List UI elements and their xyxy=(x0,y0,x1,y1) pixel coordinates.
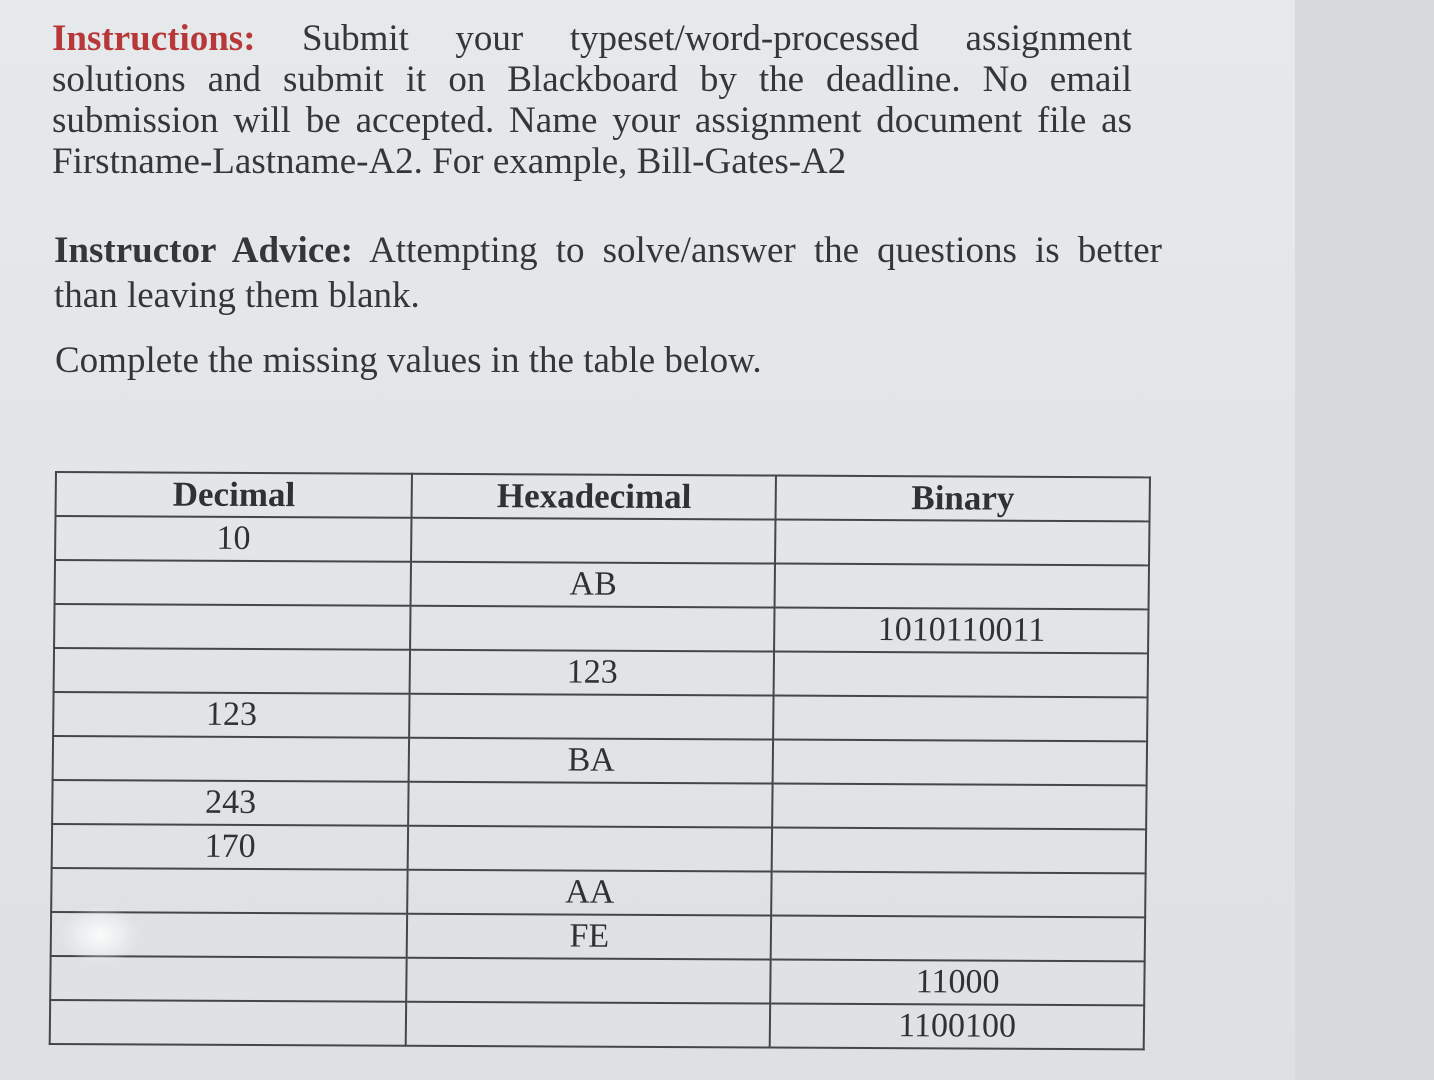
cell-hexadecimal xyxy=(411,606,775,652)
cell-hexadecimal xyxy=(407,958,771,1004)
header-hexadecimal: Hexadecimal xyxy=(412,474,776,520)
advice-paragraph xyxy=(54,228,1162,318)
cell-hexadecimal xyxy=(410,694,774,740)
cell-hexadecimal xyxy=(409,782,773,828)
cell-decimal: 243 xyxy=(52,780,409,826)
table-row xyxy=(55,516,1149,565)
table-row xyxy=(51,868,1145,917)
cell-binary xyxy=(775,564,1149,610)
table-row xyxy=(52,780,1146,829)
cell-binary xyxy=(775,520,1149,566)
cell-binary xyxy=(772,784,1146,830)
table-row xyxy=(51,912,1145,961)
cell-decimal: 123 xyxy=(53,692,410,738)
cell-hexadecimal: BA xyxy=(409,738,773,784)
cell-binary xyxy=(773,696,1147,742)
table-row xyxy=(50,956,1144,1005)
cell-hexadecimal xyxy=(411,518,775,564)
instructions-label: Instructions: xyxy=(52,18,256,59)
cell-hexadecimal xyxy=(408,826,772,872)
screen-margin xyxy=(1295,0,1434,1080)
instructions-line-2: solutions and submit it on Blackboard by the deadline. No email xyxy=(52,59,1132,100)
cell-decimal xyxy=(50,956,407,1002)
cell-decimal xyxy=(54,604,411,650)
cell-decimal: 10 xyxy=(55,516,412,562)
cell-hexadecimal: AA xyxy=(408,870,772,916)
cell-binary: 1100100 xyxy=(770,1004,1144,1050)
cell-binary: 11000 xyxy=(771,960,1145,1006)
cell-decimal xyxy=(51,912,408,958)
table-row xyxy=(54,648,1148,697)
cell-hexadecimal: AB xyxy=(411,562,775,608)
table-prompt: Complete the missing values in the table below. xyxy=(55,340,762,381)
cell-hexadecimal xyxy=(406,1002,770,1048)
advice-line-1: Instructor Advice: Attempting to solve/answer the questions is better xyxy=(54,230,1162,271)
cell-decimal xyxy=(55,560,412,606)
cell-binary xyxy=(771,916,1145,962)
cell-hexadecimal: FE xyxy=(407,914,771,960)
cell-decimal xyxy=(54,648,411,694)
cell-decimal xyxy=(53,736,410,782)
header-binary: Binary xyxy=(776,476,1150,522)
conversion-table xyxy=(49,471,1151,1050)
table-row xyxy=(53,692,1147,741)
cell-hexadecimal: 123 xyxy=(410,650,774,696)
cell-binary xyxy=(774,652,1148,698)
table-header-row xyxy=(56,472,1150,521)
cell-binary xyxy=(772,828,1146,874)
table-row xyxy=(52,824,1146,873)
cell-decimal: 170 xyxy=(52,824,409,870)
instructions-line-1: Instructions: Submit your typeset/word-processed assignment xyxy=(52,18,1132,59)
table-row xyxy=(54,604,1148,653)
cell-binary xyxy=(773,740,1147,786)
table-row xyxy=(53,736,1147,785)
cell-decimal xyxy=(51,868,408,914)
cell-binary: 1010110011 xyxy=(774,608,1148,654)
cell-decimal xyxy=(50,1000,407,1046)
advice-line-2: than leaving them blank. xyxy=(54,275,420,316)
instructions-line-4: Firstname-Lastname-A2. For example, Bill-Gates-A2 xyxy=(52,141,847,182)
advice-label: Instructor Advice: xyxy=(54,230,353,271)
instructions-paragraph xyxy=(52,18,1132,182)
cell-binary xyxy=(771,872,1145,918)
table-row xyxy=(50,1000,1144,1049)
instructions-line-3: submission will be accepted. Name your assignment document file as xyxy=(52,100,1132,141)
table-row xyxy=(55,560,1149,609)
header-decimal: Decimal xyxy=(56,472,413,518)
conversion-table-wrapper xyxy=(49,471,1153,1050)
